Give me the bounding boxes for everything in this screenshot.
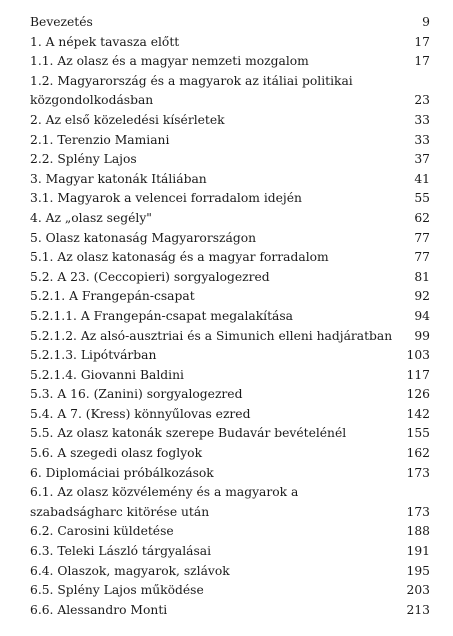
toc-entry bbox=[30, 33, 430, 53]
toc-entry-page-number: 195 bbox=[406, 563, 430, 578]
toc-entry-title: 5.3. A 16. (Zanini) sorgyalogezred bbox=[30, 387, 243, 402]
toc-entry bbox=[30, 366, 430, 386]
toc-entry-title: 6. Diplomáciai próbálkozások bbox=[30, 465, 214, 480]
toc-entry-title: 6.6. Alessandro Monti bbox=[30, 602, 168, 617]
toc-entry bbox=[30, 268, 430, 288]
toc-entry-title: 5.2.1.3. Lipótvárban bbox=[30, 348, 157, 363]
toc-entry-title: Bevezetés bbox=[30, 15, 93, 29]
toc-entry bbox=[30, 405, 430, 425]
toc-entry bbox=[30, 209, 430, 229]
toc-entry-title: 3.1. Magyarok a velencei forradalom idején bbox=[30, 191, 302, 206]
table-of-contents bbox=[30, 13, 430, 620]
toc-entry-page-number: 62 bbox=[414, 210, 430, 225]
toc-entry bbox=[30, 385, 430, 405]
toc-entry-page-number: 77 bbox=[414, 250, 430, 265]
toc-entry-title-continued: szabadságharc kitörése után bbox=[30, 504, 210, 519]
toc-entry-title: 1.1. Az olasz és a magyar nemzeti mozgalom bbox=[30, 54, 309, 69]
toc-entry bbox=[30, 150, 430, 170]
toc-entry bbox=[30, 562, 430, 582]
toc-entry-title: 5.2.1.2. Az alsó-ausztriai és a Simunich elleni hadjáratban bbox=[30, 328, 393, 343]
toc-entry bbox=[30, 287, 430, 307]
toc-entry-page-number: 17 bbox=[414, 54, 430, 69]
toc-entry-page-number: 188 bbox=[406, 524, 430, 539]
toc-entry-page-number: 41 bbox=[414, 171, 430, 186]
toc-entry bbox=[30, 327, 430, 347]
toc-entry-title: 1. A népek tavasza előtt bbox=[30, 34, 180, 49]
toc-entry-page-number: 103 bbox=[406, 348, 430, 363]
toc-entry-page-number: 33 bbox=[414, 132, 430, 147]
toc-entry bbox=[30, 72, 430, 111]
toc-entry-title: 6.5. Splény Lajos működése bbox=[30, 583, 204, 598]
toc-entry-page-number: 94 bbox=[414, 308, 430, 323]
toc-entry-title: 2.1. Terenzio Mamiani bbox=[30, 132, 170, 147]
toc-entry-page-number: 37 bbox=[414, 152, 430, 167]
toc-entry-title: 2. Az első közeledési kísérletek bbox=[30, 112, 225, 127]
toc-entry-title-continued: közgondolkodásban bbox=[30, 93, 154, 108]
toc-entry bbox=[30, 542, 430, 562]
toc-entry-title: 2.2. Splény Lajos bbox=[30, 152, 137, 167]
toc-entry bbox=[30, 444, 430, 464]
toc-entry-page-number: 77 bbox=[414, 230, 430, 245]
toc-entry bbox=[30, 346, 430, 366]
toc-entry-title: 6.2. Carosini küldetése bbox=[30, 524, 174, 539]
toc-entry-page-number: 55 bbox=[414, 191, 430, 206]
toc-entry-page-number: 191 bbox=[406, 544, 430, 559]
toc-entry-title: 4. Az „olasz segély" bbox=[30, 210, 152, 225]
toc-entry bbox=[30, 131, 430, 151]
toc-entry-title: 5.2. A 23. (Ceccopieri) sorgyalogezred bbox=[30, 269, 270, 284]
toc-entry-title: 1.2. Magyarország és a magyarok az itáliai politikai bbox=[30, 73, 353, 88]
toc-entry-page-number: 81 bbox=[414, 269, 430, 284]
toc-entry bbox=[30, 111, 430, 131]
toc-entry bbox=[30, 424, 430, 444]
toc-entry-title: 6.1. Az olasz közvélemény és a magyarok a bbox=[30, 485, 299, 500]
toc-entry-title: 5.2.1.1. A Frangepán-csapat megalakítása bbox=[30, 308, 294, 323]
toc-entry-title: 6.4. Olaszok, magyarok, szlávok bbox=[30, 563, 230, 578]
toc-entry-page-number: 23 bbox=[414, 93, 430, 108]
toc-entry bbox=[30, 483, 430, 522]
toc-entry bbox=[30, 170, 430, 190]
toc-entry-title: 5. Olasz katonaság Magyarországon bbox=[30, 230, 257, 245]
toc-entry bbox=[30, 52, 430, 72]
toc-entry-title: 5.2.1. A Frangepán-csapat bbox=[30, 289, 195, 304]
toc-entry-page-number: 213 bbox=[406, 602, 430, 617]
toc-entry bbox=[30, 13, 430, 33]
toc-entry-title: 3. Magyar katonák Itáliában bbox=[30, 171, 207, 186]
toc-entry-page-number: 203 bbox=[406, 583, 430, 598]
toc-entry-page-number: 173 bbox=[406, 465, 430, 480]
toc-entry bbox=[30, 248, 430, 268]
toc-entry-page-number: 9 bbox=[422, 15, 430, 29]
toc-entry-page-number: 142 bbox=[406, 406, 430, 421]
toc-entry bbox=[30, 464, 430, 484]
toc-entry-page-number: 126 bbox=[406, 387, 430, 402]
toc-entry bbox=[30, 189, 430, 209]
toc-entry-page-number: 117 bbox=[406, 367, 430, 382]
toc-entry-title: 6.3. Teleki László tárgyalásai bbox=[30, 544, 212, 559]
toc-entry bbox=[30, 522, 430, 542]
toc-entry-title: 5.1. Az olasz katonaság és a magyar forradalom bbox=[30, 250, 329, 265]
toc-entry-title: 5.4. A 7. (Kress) könnyűlovas ezred bbox=[30, 406, 251, 421]
toc-entry-page-number: 33 bbox=[414, 112, 430, 127]
toc-entry bbox=[30, 581, 430, 601]
toc-entry-title: 5.5. Az olasz katonák szerepe Budavár bevételénél bbox=[30, 426, 347, 441]
toc-entry-page-number: 17 bbox=[414, 34, 430, 49]
toc-entry-page-number: 162 bbox=[406, 446, 430, 461]
toc-entry-page-number: 99 bbox=[414, 328, 430, 343]
toc-entry bbox=[30, 229, 430, 249]
toc-entry-page-number: 92 bbox=[414, 289, 430, 304]
toc-entry-title: 5.2.1.4. Giovanni Baldini bbox=[30, 367, 184, 382]
toc-entry-page-number: 173 bbox=[406, 504, 430, 519]
toc-entry-title: 5.6. A szegedi olasz foglyok bbox=[30, 446, 203, 461]
toc-entry-page-number: 155 bbox=[406, 426, 430, 441]
toc-entry bbox=[30, 307, 430, 327]
toc-entry bbox=[30, 601, 430, 621]
